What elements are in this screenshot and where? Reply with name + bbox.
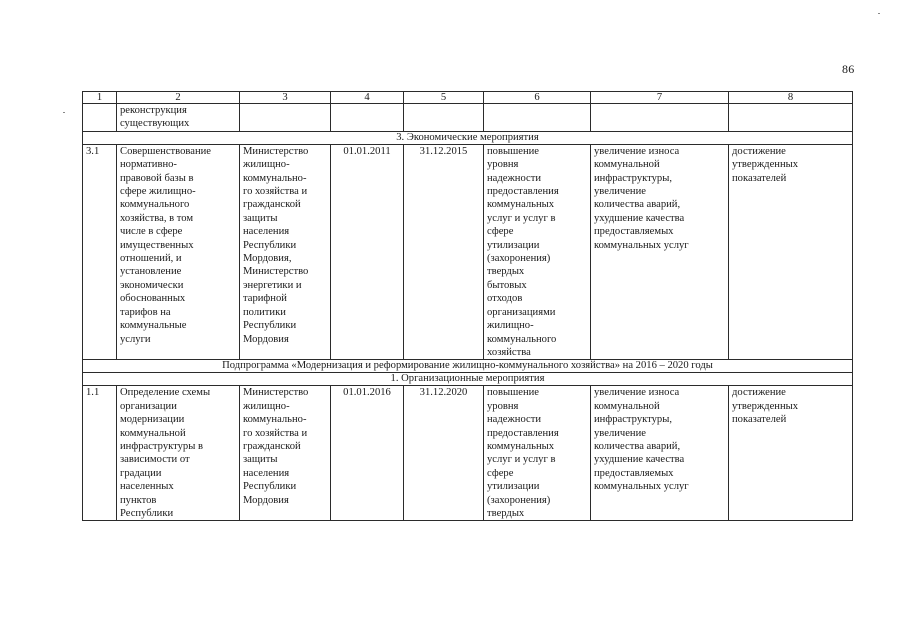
column-number-row — [83, 92, 853, 104]
expected-result: повышение уровня надежности предоставления коммунальных услуг и услуг в сфере утилизации (захоронения) твердых бытовых отходов организациями жилищно- коммунального хозяйства — [487, 145, 559, 358]
row-number: 3.1 — [83, 144, 117, 360]
measure-name: Совершенствование нормативно- правовой базы в сфере жилищно- коммунального хозяйства, в том числе в сфере имущественных отношений, и установление экономически обоснованных тарифов на коммунальные услуги — [120, 145, 211, 345]
scan-speck — [63, 112, 65, 113]
non-implementation-consequences: увеличение износа коммунальной инфраструктуры, увеличение количества аварий, ухудшение качества предоставляемых коммунальных услуг — [594, 145, 689, 251]
column-header: 3 — [240, 92, 331, 104]
column-header: 5 — [404, 92, 484, 104]
subprogram-row — [83, 360, 853, 373]
row-number: 1.1 — [83, 386, 117, 521]
measure-name: Определение схемы организации модернизации коммунальной инфраструктуры в зависимости от градации населенных пунктов Республики — [120, 387, 211, 519]
column-header: 8 — [729, 92, 853, 104]
page-number: 86 — [842, 62, 855, 76]
executor: Министерство жилищно- коммунально- го хозяйства и гражданской защиты населения Республики Мордовия — [243, 387, 309, 506]
expected-result: повышение уровня надежности предоставления коммунальных услуг и услуг в сфере утилизации (захоронения) твердых — [487, 387, 559, 519]
section-row — [83, 373, 853, 386]
section-heading-organizational: 1. Организационные мероприятия — [83, 373, 853, 386]
executor: Министерство жилищно- коммунально- го хозяйства и гражданской защиты населения Республики Мордовия, Министерство энергетики и тарифной политики Республики Мордовия — [243, 145, 309, 345]
measures-table — [82, 91, 853, 521]
scan-speck — [878, 13, 880, 14]
section-row — [83, 131, 853, 144]
continuation-row — [83, 104, 853, 132]
column-header: 1 — [83, 92, 117, 104]
indicator-link: достижение утвержденных показателей — [732, 145, 799, 184]
column-header: 7 — [591, 92, 729, 104]
start-date: 01.01.2011 — [331, 144, 404, 360]
column-header: 2 — [117, 92, 240, 104]
end-date: 31.12.2020 — [404, 386, 484, 521]
column-header: 6 — [484, 92, 591, 104]
indicator-link: достижение утвержденных показателей — [732, 387, 799, 426]
start-date: 01.01.2016 — [331, 386, 404, 521]
continued-measure-name: реконструкция существующих — [120, 105, 190, 130]
section-heading-economic: 3. Экономические мероприятия — [83, 131, 853, 144]
table-row — [83, 386, 853, 521]
table-row — [83, 144, 853, 360]
subprogram-heading: Подпрограмма «Модернизация и реформирование жилищно-коммунального хозяйства» на 2016 – 2020 годы — [83, 360, 853, 373]
end-date: 31.12.2015 — [404, 144, 484, 360]
non-implementation-consequences: увеличение износа коммунальной инфраструктуры, увеличение количества аварий, ухудшение качества предоставляемых коммунальных услуг — [594, 387, 689, 493]
column-header: 4 — [331, 92, 404, 104]
